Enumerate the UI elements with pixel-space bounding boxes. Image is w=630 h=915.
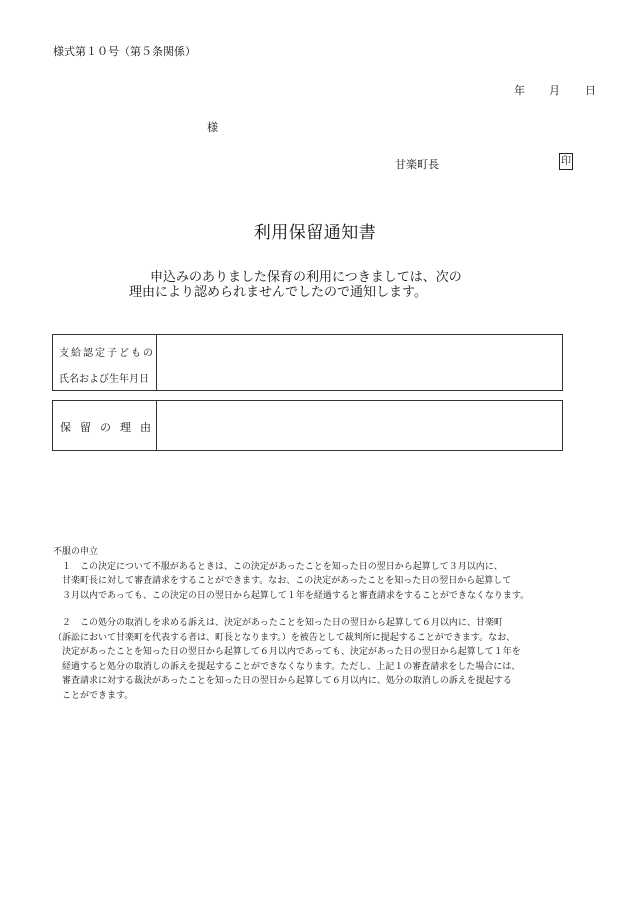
appeal-item-2-line: 審査請求に対する裁決があったことを知った日の翌日から起算して６月以内に、処分の取消しの訴えを提起する: [53, 676, 512, 686]
appeal-item-2-line: （訴訟において甘楽町を代表する者は、町長となります。）を被告として裁判所に提起することができます。なお、: [53, 632, 516, 643]
child-info-label-line-1: 支給認定子どもの: [59, 348, 155, 359]
appeal-item-2-line: 決定があったことを知った日の翌日から起算して６月以内であっても、決定があった日の翌日から起算して１年を: [53, 647, 521, 657]
child-info-row: [52, 334, 563, 391]
appeal-item-1-line: ３月以内であっても、この決定の日の翌日から起算して１年を経過すると審査請求をすることができなくなります。: [53, 590, 530, 601]
reason-label-cell: [53, 401, 160, 450]
seal-mark: 印: [559, 153, 573, 170]
date-day-label: 日: [585, 84, 596, 97]
addressee-suffix: 様: [207, 121, 218, 134]
date-year-label: 年: [514, 84, 525, 97]
appeal-item-1-line: 甘楽町長に対して審査請求をすることができます。なお、この決定があったことを知った日の翌日から起算して: [53, 576, 512, 586]
child-info-label-line-2: 氏名および生年月日: [59, 374, 149, 385]
appeal-heading: 不服の申立: [53, 547, 99, 557]
appeal-item-2-line: 経過すると処分の取消しの訴えを提起することができなくなります。ただし、上記１の審査請求をした場合には、: [53, 661, 521, 672]
date-month-label: 月: [549, 84, 560, 97]
appeal-notice: [53, 545, 529, 703]
appeal-item-2-line: ２ この処分の取消しを求める訴えは、決定があったことを知った日の翌日から起算して６月以内に、甘楽町: [53, 618, 503, 628]
reason-value: [157, 401, 562, 450]
reason-row: [52, 400, 563, 451]
lead-line-1: 申込みのありました保育の利用につきましては、次の: [150, 270, 462, 285]
lead-line-2: 理由により認められませんでしたので通知します。: [129, 285, 427, 300]
document-title: 利用保留通知書: [253, 223, 377, 243]
appeal-item-1-line: １ この決定について不服があるときは、この決定があったことを知った日の翌日から起算して３月以内に、: [53, 561, 503, 572]
reason-label: 保留の理由: [60, 421, 160, 434]
appeal-item-2-line: ことができます。: [53, 690, 134, 701]
paragraph-gap: [53, 603, 529, 616]
sender-name: 甘楽町長: [395, 158, 439, 171]
child-info-label-cell: [53, 335, 157, 390]
child-info-value: [157, 335, 562, 390]
form-number: 様式第１０号（第５条関係）: [53, 45, 196, 58]
